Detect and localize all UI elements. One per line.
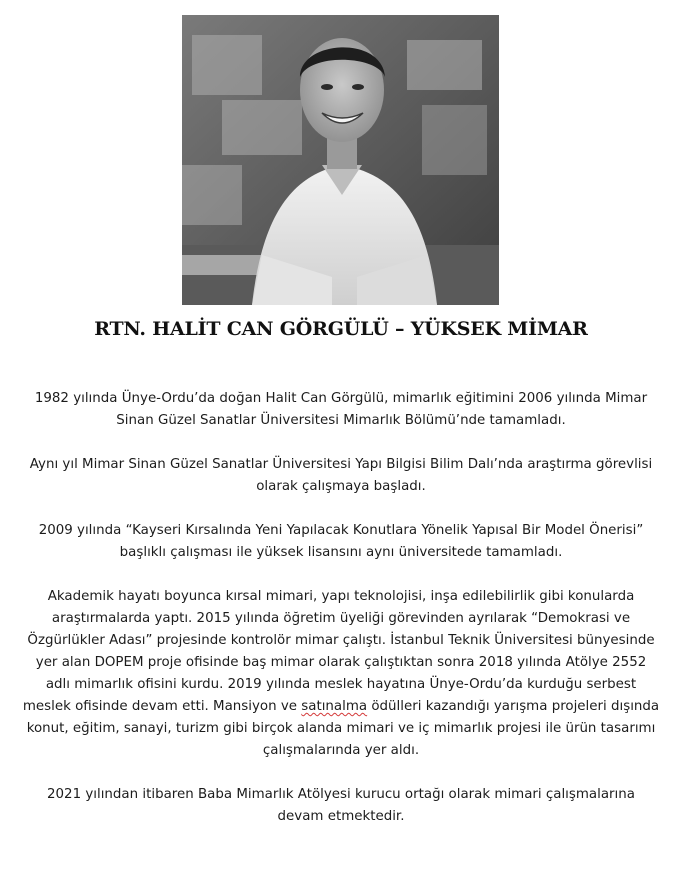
portrait-photo — [182, 15, 499, 305]
bio-paragraph-1: 1982 yılında Ünye-Ordu’da doğan Halit Can Görgülü, mimarlık eğitimini 2006 yılında Mimar Sinan Güzel Sanatlar Üniversitesi Mimarlık Bölümü’nde tamamladı. — [34, 391, 648, 428]
spellcheck-underlined-word: satınalma — [301, 699, 368, 714]
bio-paragraph-4-part-a: Akademik hayatı boyunca kırsal mimari, yapı teknolojisi, inşa edilebilirlik gibi konularda araştırmalarda yaptı. 2015 yılında öğretim üyeliği görevinden ayrılarak “Demokrasi ve Özgürlükler Adası” projesinde kontrolör mimar çalıştı. İstanbul Teknik Üniversitesi bünyesinde yer alan DOPEM proje ofisinde baş mimar olarak çalıştıktan sonra 2018 yılında Atölye 2552 adlı mimarlık ofisini kurdu. 2019 yılında meslek hayatına Ünye-Ordu’da kurduğu serbest meslek ofisinde devam etti. Mansiyon ve — [22, 589, 655, 714]
bio-paragraph-2: Aynı yıl Mimar Sinan Güzel Sanatlar Üniversitesi Yapı Bilgisi Bilim Dalı’nda araştırma görevlisi olarak çalışmaya başladı. — [29, 457, 653, 494]
bio-paragraph-4-part-c: ödülleri kazandığı yarışma projeleri dışında konut, eğitim, sanayi, turizm gibi birçok alanda mimari ve iç mimarlık projesi ile ürün tasarımı çalışmalarında yer aldı. — [26, 699, 660, 758]
bio-paragraph-4 — [22, 586, 660, 762]
biography — [22, 388, 660, 828]
bio-paragraph-5: 2021 yılından itibaren Baba Mimarlık Atölyesi kurucu ortağı olarak mimari çalışmalarına devam etmektedir. — [47, 787, 635, 824]
page-title: RTN. HALİT CAN GÖRGÜLÜ – YÜKSEK MİMAR — [94, 318, 588, 340]
bio-paragraph-3: 2009 yılında “Kayseri Kırsalında Yeni Yapılacak Konutlara Yönelik Yapısal Bir Model Önerisi” başlıklı çalışması ile yüksek lisansını aynı üniversitede tamamladı. — [38, 523, 644, 560]
